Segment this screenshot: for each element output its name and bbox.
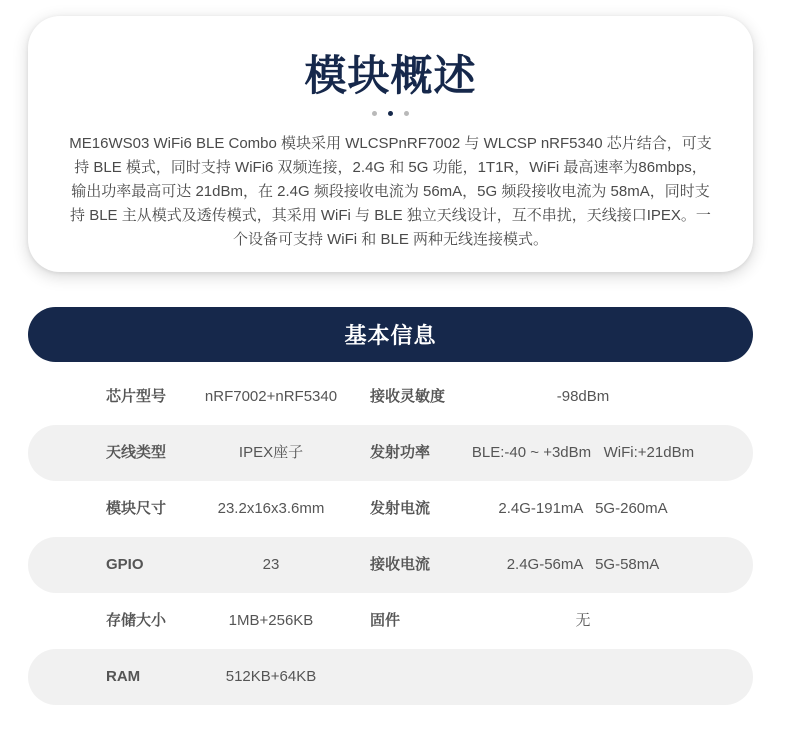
spec-row [28, 593, 753, 649]
spec-label: 天线类型 [106, 444, 167, 461]
spec-label: 芯片型号 [106, 388, 167, 405]
basic-info-title: 基本信息 [344, 323, 437, 348]
spec-value: 2.4G-56mA 5G-58mA [506, 556, 660, 573]
spec-label: 存储大小 [106, 612, 167, 629]
spec-table [28, 369, 753, 705]
spec-value: 2.4G-191mA 5G-260mA [498, 500, 668, 517]
spec-label: 接收电流 [370, 556, 431, 573]
spec-value [448, 649, 718, 705]
spec-value: nRF7002+nRF5340 [204, 388, 338, 405]
overview-card [28, 16, 753, 272]
spec-row [28, 537, 753, 593]
spec-label: 固件 [370, 612, 401, 629]
spec-row [28, 425, 753, 481]
spec-value: 1MB+256KB [228, 612, 314, 629]
spec-value: -98dBm [556, 388, 610, 405]
spec-label: 接收灵敏度 [370, 388, 446, 405]
carousel-dots [28, 111, 753, 116]
spec-label: 模块尺寸 [106, 500, 167, 517]
overview-description: ME16WS03 WiFi6 BLE Combo 模块采用 WLCSPnRF7002 与 WLCSP nRF5340 芯片结合，可支持 BLE 模式，同时支持 WiFi6 双频连接，2.4G 和 5G 功能，1T1R，WiFi 最高速率为86mbps，输出功率最高可达 21dBm，在 2.4G 频段接收电流为 56mA，5G 频段接收电流为 58mA，同时支持 BLE 主从模式及透传模式，其采用 WiFi 与 BLE 独立天线设计，互不串扰，天线接口IPEX。一个设备可支持 WiFi 和 BLE 两种无线连接模式。 [69, 135, 712, 248]
carousel-dot[interactable] [404, 111, 409, 116]
carousel-dot[interactable] [372, 111, 377, 116]
overview-title: 模块概述 [304, 52, 477, 99]
spec-value: 512KB+64KB [225, 668, 317, 685]
spec-value: 无 [575, 612, 591, 629]
spec-label: RAM [106, 668, 141, 685]
spec-row [28, 481, 753, 537]
spec-value: BLE:-40 ~ +3dBm WiFi:+21dBm [471, 444, 695, 461]
spec-row [28, 369, 753, 425]
spec-value: IPEX座子 [238, 444, 304, 461]
carousel-dot-active[interactable] [388, 111, 393, 116]
spec-label: GPIO [106, 556, 144, 573]
spec-value: 23.2x16x3.6mm [217, 500, 325, 517]
basic-info-header [28, 307, 753, 362]
spec-label: 发射功率 [370, 444, 431, 461]
spec-value: 23 [262, 556, 280, 573]
spec-label: 发射电流 [370, 500, 431, 517]
spec-row [28, 649, 753, 705]
